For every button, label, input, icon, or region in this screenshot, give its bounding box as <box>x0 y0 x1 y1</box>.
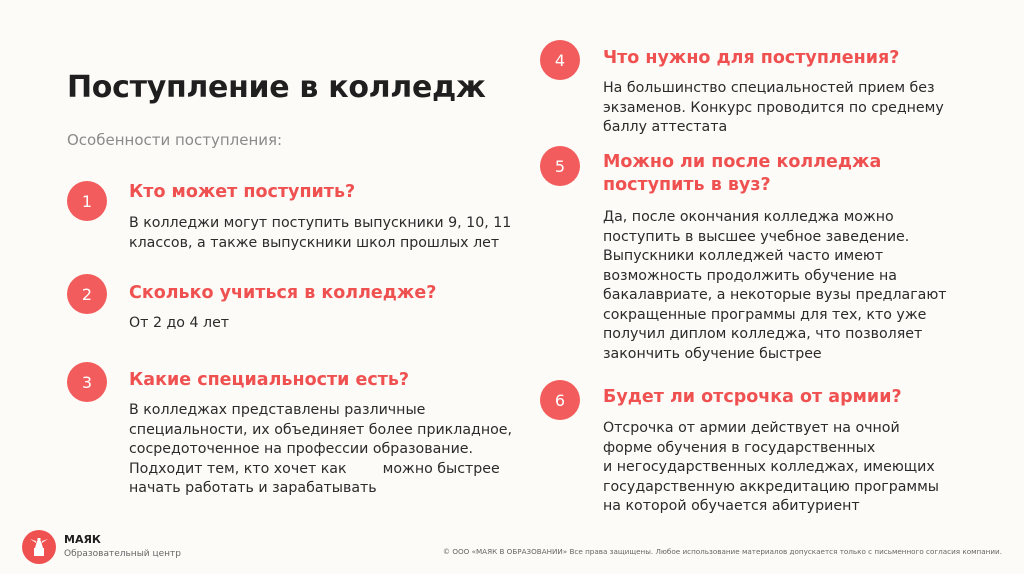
logo <box>22 530 56 564</box>
brand-subtitle: Образовательный центр <box>64 549 182 559</box>
item-question-6: Будет ли отсрочка от армии? <box>603 387 902 407</box>
item-question-2: Сколько учиться в колледже? <box>129 283 437 303</box>
item-number-5: 5 <box>540 146 580 186</box>
item-answer-5: Да, после окончания колледжа можно поступить в высшее учебное заведение. Выпускники колледжей часто имеют возможность продолжить обучение на бакалавриате, а некоторые вузы предлагают сокращенные программы для тех, кто уже получил диплом колледжа, что позволяет закончить обучение быстрее <box>603 209 947 362</box>
item-answer-6: Отсрочка от армии действует на очной форме обучения в государственных и негосударственных колледжах, имеющих государственную аккредитацию программы на которой обучается абитуриент <box>603 420 940 514</box>
item-number-2: 2 <box>67 274 107 314</box>
item-question-1: Кто может поступить? <box>129 182 356 202</box>
item-number-1: 1 <box>67 181 107 221</box>
page-title: Поступление в колледж <box>67 70 486 105</box>
item-question-3: Какие специальности есть? <box>129 370 410 390</box>
item-answer-3: В колледжах представлены различные специальности, их объединяет более прикладное, сосредоточенное на профессии образование. Подходит тем, кто хочет как можно быстрее начать работать и зарабатывать <box>129 402 513 496</box>
copyright-notice: © ООО «МАЯК В ОБРАЗОВАНИИ» Все права защищены. Любое использование материалов допускается только с письменного согласия компании. <box>442 547 1002 556</box>
item-answer-4: На большинство специальностей прием без экзаменов. Конкурс проводится по среднему баллу аттестата <box>603 80 944 135</box>
item-question-5: Можно ли после колледжа поступить в вуз? <box>603 152 882 195</box>
brand-name: МАЯК <box>64 533 101 546</box>
item-number-4: 4 <box>540 40 580 80</box>
item-number-3: 3 <box>67 362 107 402</box>
page-subtitle: Особенности поступления: <box>67 131 283 149</box>
lighthouse-icon <box>22 530 56 564</box>
item-answer-1: В колледжи могут поступить выпускники 9, 10, 11 классов, а также выпускники школ прошлых лет <box>129 215 512 251</box>
item-question-4: Что нужно для поступления? <box>603 48 900 68</box>
item-number-6: 6 <box>540 380 580 420</box>
item-answer-2: От 2 до 4 лет <box>129 315 230 331</box>
